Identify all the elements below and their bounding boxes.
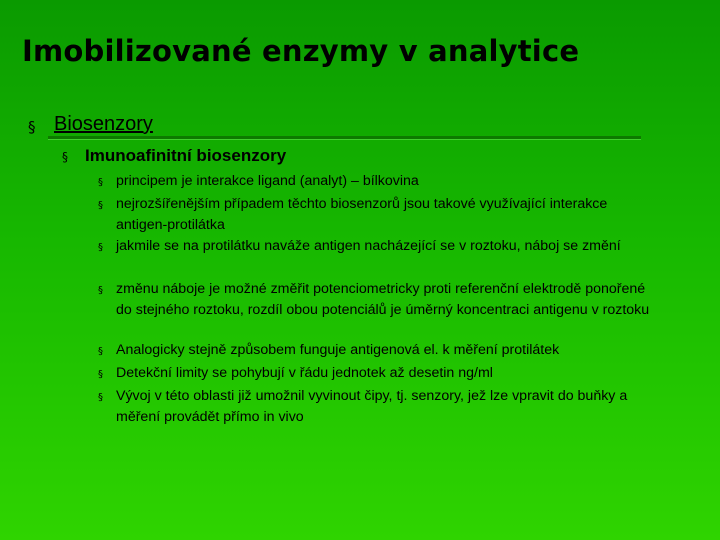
bullet-level2-text: Imunoafinitní biosenzory (85, 146, 287, 165)
slide-title: Imobilizované enzymy v analytice (22, 34, 580, 68)
bullet-icon: § (98, 369, 103, 380)
bullet-icon: § (98, 285, 103, 296)
bullet-level3-text: jakmile se na protilátku naváže antigen nacházející se v roztoku, náboj se změní (116, 238, 621, 254)
bullet-icon: § (98, 177, 103, 188)
bullet-level3-text: Analogicky stejně způsobem funguje antigenová el. k měření protilátek (116, 342, 560, 358)
bullet-level3-text: nejrozšířenějším případem těchto biosenzorů jsou takové využívající interakce antigen-protilátka (116, 196, 608, 233)
bullet-icon: § (98, 346, 103, 357)
title-divider (48, 136, 641, 140)
bullet-level1-text: Biosenzory (54, 113, 153, 135)
bullet-level3-text: změnu náboje je možné změřit potenciometricky proti referenční elektrodě ponořené do stejného roztoku, rozdíl obou potenciálů je úměrný koncentraci antigenu v roztoku (116, 281, 650, 318)
bullet-icon: § (62, 150, 68, 164)
bullet-icon: § (98, 242, 103, 253)
bullet-icon: § (28, 118, 36, 136)
bullet-icon: § (98, 200, 103, 211)
bullet-level3-text: Vývoj v této oblasti již umožnil vyvinout čipy, tj. senzory, jež lze vpravit do buňky a měření provádět přímo in vivo (116, 388, 628, 425)
bullet-icon: § (98, 392, 103, 403)
bullet-level3-text: Detekční limity se pohybují v řádu jednotek až desetin ng/ml (116, 365, 493, 381)
bullet-level3-text: principem je interakce ligand (analyt) – bílkovina (116, 173, 419, 189)
